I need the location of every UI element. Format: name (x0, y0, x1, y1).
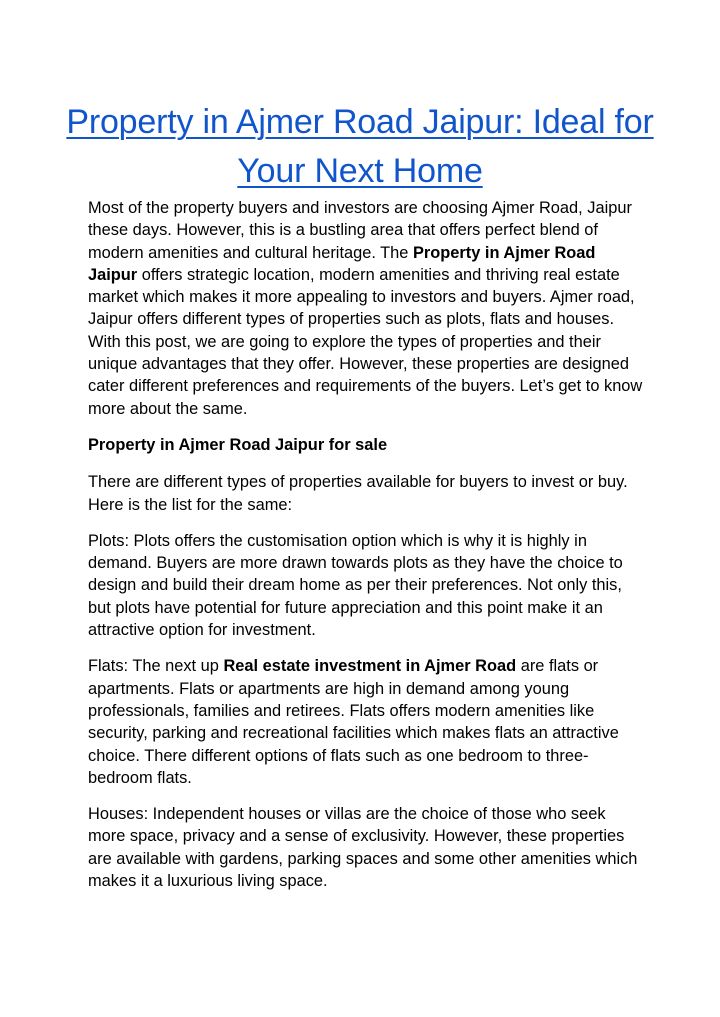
flats-bold-keyword: Real estate investment in Ajmer Road (223, 657, 517, 676)
intro-paragraph (88, 197, 644, 420)
intro-text-start: Most of the property buyers and investors are choosing Ajmer Road, Jaipur these days. However, this is a bustling area that offers perfect blend of modern amenities and cultural heritage. The (88, 199, 632, 262)
flats-text-start: Flats: The next up (88, 657, 224, 676)
flats-paragraph (88, 655, 644, 789)
flats-text-end: are flats or apartments. Flats or apartments are high in demand among young professionals, families and retirees. Flats offers modern amenities like security, parking and recreational facilities which makes flats an attractive choice. There different options of flats such as one bedroom to three-bedroom flats. (88, 657, 619, 787)
document-body (88, 197, 644, 906)
title-link[interactable]: Property in Ajmer Road Jaipur: Ideal for Your Next Home (66, 103, 654, 190)
section-heading: Property in Ajmer Road Jaipur for sale (88, 435, 388, 454)
houses-paragraph: Houses: Independent houses or villas are the choice of those who seek more space, privacy and a sense of exclusivity. However, these properties are available with gardens, parking spaces and some other amenities which makes it a luxurious living space. (88, 805, 638, 891)
plots-paragraph: Plots: Plots offers the customisation option which is why it is highly in demand. Buyers are more drawn towards plots as they have the choice to design and build their dream home as per their preferences. Not only this, but plots have potential for future appreciation and this point make it an attractive option for investment. (88, 531, 623, 640)
intro-bold-keyword: Property in Ajmer Road Jaipur (88, 243, 596, 284)
list-intro-paragraph: There are different types of properties available for buyers to invest or buy. Here is the list for the same: (88, 473, 628, 514)
page-title (60, 98, 660, 196)
intro-text-end: offers strategic location, modern amenities and thriving real estate market which makes it more appealing to investors and buyers. Ajmer road, Jaipur offers different types of properties such as plots, flats and houses. With this post, we are going to explore the types of properties and their unique advantages that they offer. However, these properties are designed cater different preferences and requirements of the buyers. Let’s get to know more about the same. (88, 265, 643, 418)
